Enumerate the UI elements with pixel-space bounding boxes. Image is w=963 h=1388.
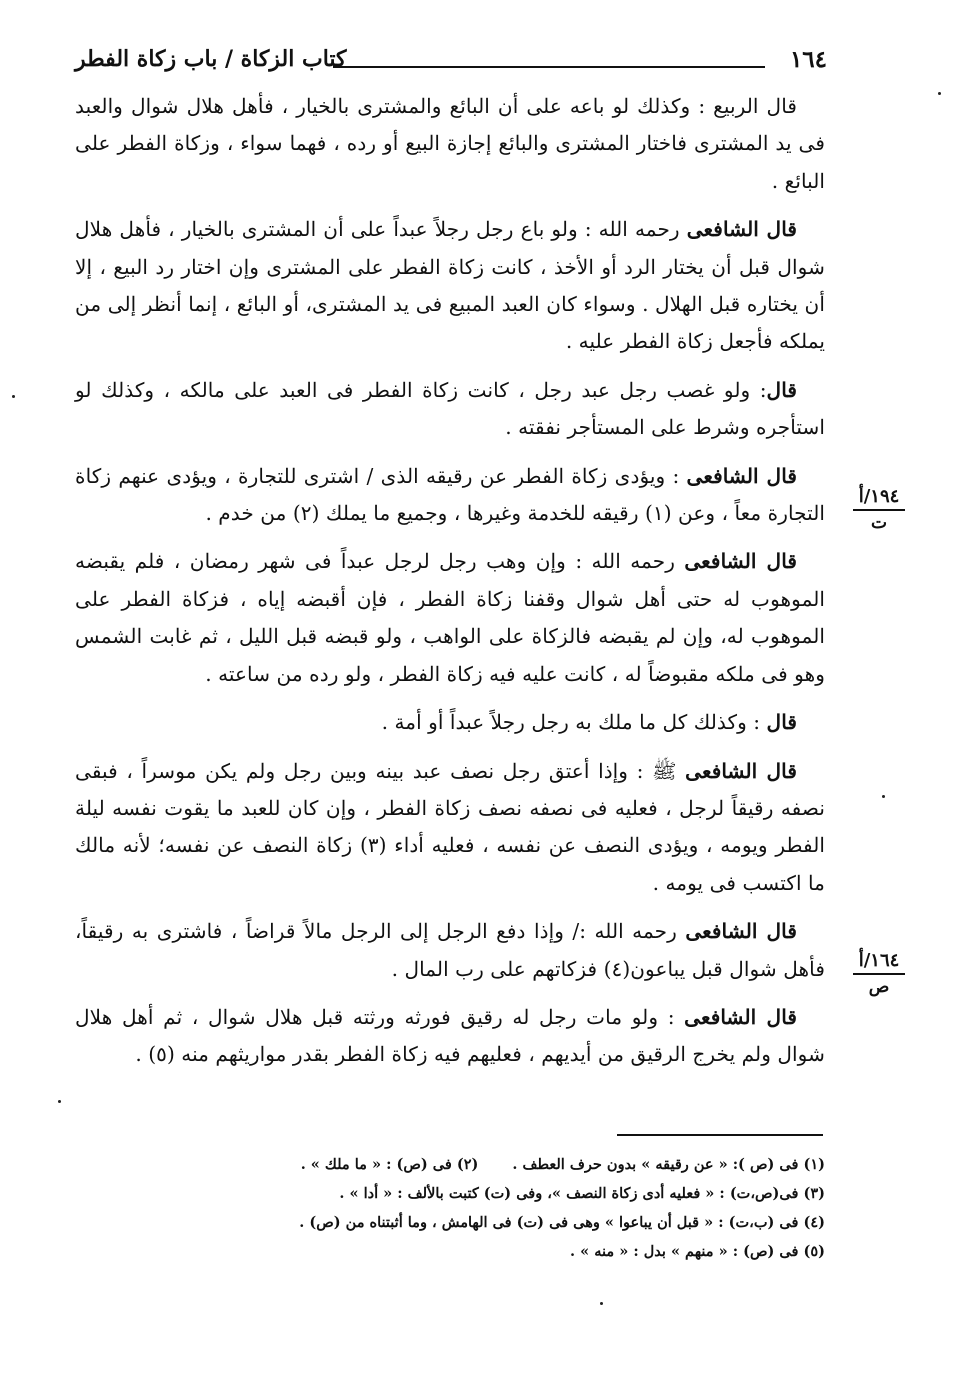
main-text xyxy=(75,88,825,1085)
footnotes xyxy=(200,1150,825,1266)
scan-speck xyxy=(600,1302,603,1305)
paragraph xyxy=(75,372,825,447)
paragraph-text: : ويؤدى زكاة الفطر عن رقيقه الذى / اشترى للتجارة ، ويؤدى عنهم زكاة التجارة معاً ، وعن (١) رقيقه للخدمة وغيرها ، وجميع ما يملك (٢) من خدم . xyxy=(75,463,825,526)
scan-speck xyxy=(938,92,941,95)
paragraph-text: ﷺ : وإذا أعتق رجل نصف عبد بينه وبين رجل ولم يكن موسراً ، فبقى نصفه رقيقاً لرجل ، فعليه فى نصفه نصف زكاة الفطر ، وإن كان للعبد ما يقوت نفسه ليلة الفطر ويومه ، ويؤدى النصف عن نفسه ، فعليه أداء (٣) زكاة النصف عن نفسه؛ لأنه مالك ما اكتسب فى يومه . xyxy=(75,758,825,895)
paragraph-text: : ولو غصب رجل عبد رجل ، كانت زكاة الفطر فى العبد على مالكه ، وكذلك لو استأجره وشرط على المستأجر نفقته . xyxy=(75,377,825,440)
header-rule xyxy=(333,66,765,68)
speaker-label: قال الشافعى xyxy=(684,1004,798,1029)
footnote-3: (٣) فى(ص،ت) : « فعليه أدى زكاة النصف »، وفى (ت) كتبت بالألف : « أدا » . xyxy=(339,1185,825,1202)
speaker-label: قال الشافعى xyxy=(686,217,797,242)
running-header xyxy=(75,42,827,82)
paragraph xyxy=(75,543,825,693)
paragraph xyxy=(75,913,825,988)
manuscript-siglum: ت xyxy=(870,513,887,533)
speaker-label: قال الشافعى xyxy=(686,463,797,488)
paragraph xyxy=(75,999,825,1074)
speaker-label: قال الشافعى xyxy=(685,758,797,783)
paragraph-text: رحمه الله :/ وإذا دفع الرجل إلى الرجل مالاً قراضاً ، فاشترى به رقيقاً، فأهل شوال قبل يباعون(٤) فزكاتهم على رب المال . xyxy=(75,919,825,981)
paragraph xyxy=(75,753,825,903)
page-number: ١٦٤ xyxy=(789,46,827,73)
paragraph-text: قال الربيع : وكذلك لو باعه على أن البائع والمشترى بالخيار ، فأهل هلال شوال والعبد فى يد المشترى فاختار المشترى والبائع إجازة البيع أو رده ، فهما سواء ، وزكاة الفطر على البائع . xyxy=(75,94,825,193)
scan-speck xyxy=(12,395,15,398)
paragraph xyxy=(75,88,825,200)
folio-number: ١٩٤/أ xyxy=(853,486,905,511)
chapter-title: كتاب الزكاة / باب زكاة الفطر xyxy=(75,46,347,72)
footnote-1: (١) فى (ص ): « عن رقيقه » بدون حرف العطف . xyxy=(512,1156,825,1173)
footnote-2: (٢) فى (ص) : « ما ملك » . xyxy=(300,1156,479,1173)
paragraph xyxy=(75,211,825,361)
folio-margin-note xyxy=(853,486,905,533)
manuscript-siglum: ص xyxy=(868,977,890,997)
footnote-5: (٥) فى (ص) : « منهم » بدل : « منه » . xyxy=(570,1243,825,1260)
footnote-line xyxy=(200,1150,825,1179)
scan-speck xyxy=(882,795,885,798)
footnote-separator xyxy=(617,1134,823,1136)
folio-number: ١٦٤/أ xyxy=(853,950,905,975)
paragraph xyxy=(75,704,825,741)
scan-speck xyxy=(58,1100,61,1103)
speaker-label: قال الشافعى xyxy=(685,919,797,944)
paragraph-text: : وكذلك كل ما ملك به رجل رجلاً عبداً أو أمة . xyxy=(381,710,767,735)
folio-margin-note xyxy=(853,950,905,997)
paragraph xyxy=(75,458,825,533)
speaker-label: قال xyxy=(766,710,797,735)
paragraph-text: : ولو مات رجل له رقيق فورثه ورثته قبل هلال شوال ، ثم أهل هلال شوال ولم يخرج الرقيق من أيديهم ، فعليهم فيه زكاة الفطر بقدر مواريثهم منه (٥) . xyxy=(75,1004,825,1067)
speaker-label: قال xyxy=(766,377,797,402)
paragraph-text: رحمه الله : وإن وهب رجل لرجل عبداً فى شهر رمضان ، فلم يقبضه الموهوب له حتى أهل شوال وقفنا زكاة الفطر ، فإن أقبضه إياه ، فزكاة الفطر على الموهوب له، وإن لم يقبضه فالزكاة على الواهب ، ولو قبضه قبل الليل ، ثم غابت الشمس وهو فى ملكه مقبوضاً له ، كانت عليه فيه زكاة الفطر ، ولو رده من ساعته . xyxy=(75,549,825,686)
paragraph-text: رحمه الله : ولو باع رجل رجلاً عبداً على أن المشترى بالخيار ، فأهل هلال شوال قبل أن يختار الرد أو الأخذ ، كانت زكاة الفطر على المشترى وإن اختار رد البيع ، إلا أن يختاره قبل الهلال . وسواء كان العبد المبيع فى يد المشترى، أو البائع ، إنما أنظر إلى من يملكه فأجعل زكاة الفطر عليه . xyxy=(75,217,825,354)
speaker-label: قال الشافعى xyxy=(684,549,797,574)
footnote-4: (٤) فى (ب،ت) : « قبل أن يباعوا » وهى فى (ت) فى الهامش ، وما أثبتناه من (ص) . xyxy=(299,1214,825,1231)
